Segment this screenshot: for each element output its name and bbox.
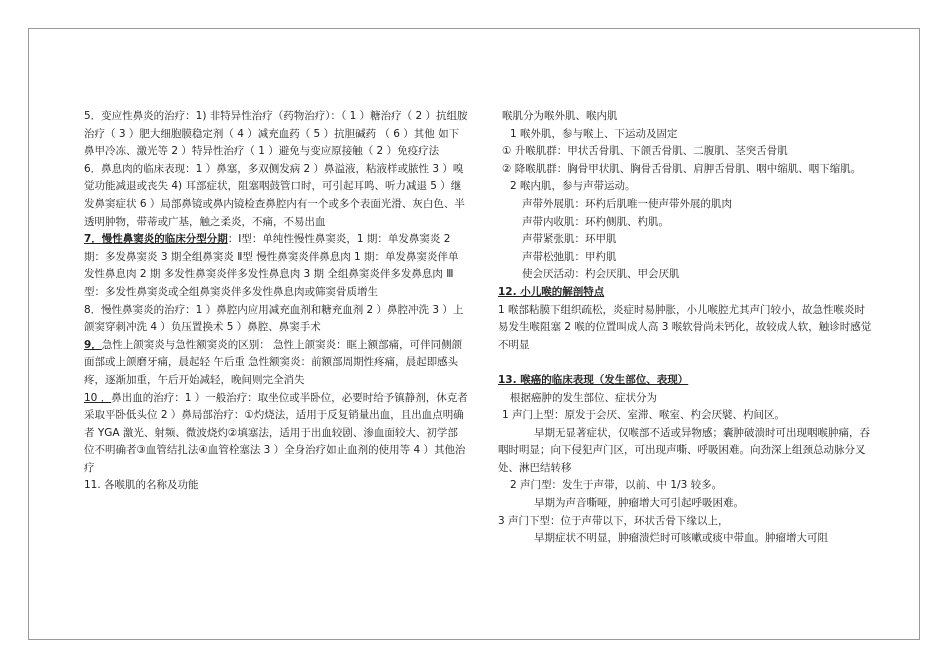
larynx-muscle-intro: 喉肌分为喉外肌、喉内肌 [502,110,618,122]
section-10 [84,390,468,478]
external-muscle-line: 1 喉外肌，参与喉上、下运动及固定 [510,127,678,140]
section-gap [498,354,874,372]
cancer-classification-intro: 根据癌肿的发生部位、症状分为 [510,391,657,404]
section-5: 5．变应性鼻炎的治疗：1) 非特异性治疗（药物治疗）：（ 1 ）糖治疗（ 2 ）抗组胺治疗（ 3 ）肥大细胞膜稳定剂（ 4 ）减充血药（ 5 ）抗胆碱药 （ 6 ）其他 如下鼻甲冷冻、激光等 2 ）特异性治疗（ 1 ）避免与变应原接触（ 2 ）免疫疗法 [84,110,468,158]
supraglottic-symptoms: 早期无显著症状，仅喉部不适或异物感；囊肿破溃时可出现咽喉肿痛，吞咽时明显；向下侵犯声门区，可出现声嘶、呼吸困难。向劲深上组颈总动脉分叉处、淋巴结转移 [498,426,870,474]
subglottic-type-line: 3 声门下型：位于声带以下，环状舌骨下缘以上， [498,514,729,527]
abductor-line: 声带外展肌：环杓后肌唯一使声带外展的肌肉 [522,197,732,210]
section-13-heading: 13. 喉癌的临床表现（发生部位、表现） [498,373,689,386]
section-9-title: 9． [84,338,102,351]
section-7-title: 7．慢性鼻窦炎的临床分型分期 [84,233,228,246]
section-11: 11. 各喉肌的名称及功能 [84,479,199,492]
epiglottis-muscle-line: 使会厌活动：杓会厌肌、甲会厌肌 [522,268,680,281]
tensor-line: 声带紧张肌：环甲肌 [522,233,617,246]
section-10-body: 鼻出血的治疗：1 ）一般治疗：取坐位或半卧位，必要时给予镇静剂，休克者采取平卧低头位 2 ）鼻局部治疗：①灼烧法，适用于反复销量出血，且出血点明确者 YGA 激光、射频、微波烧灼②填塞法，适用于出血较剧、渗血面较大、初学部位不明确者③血管结扎法④血管栓塞法 3 ）全身治疗如止血剂的使用等 4 ）其他治疗 [84,391,468,474]
section-12-body: 1 喉部粘膜下组织疏松，炎症时易肿胀，小儿喉腔尤其声门较小，故急性喉炎时易发生喉阻塞 2 喉的位置叫成人高 3 喉软骨尚未钙化，故较成人软，触诊时感觉不明显 [498,303,872,351]
supraglottic-type-line: 1 声门上型：原发于会厌、室滞、喉室、杓会厌襞、杓间区。 [502,409,786,422]
section-8: 8．慢性鼻窦炎的治疗：1 ）鼻腔内应用减充血剂和糖充血剂 2 ）鼻腔冲洗 3 ）上颌窦穿刺冲洗 4 ）负压置换术 5 ）鼻腔、鼻窦手术 [84,303,464,334]
section-7 [84,231,468,301]
elevator-muscle-line: ① 升喉肌群：甲状舌骨肌、下颌舌骨肌、二腹肌、茎突舌骨肌 [502,145,788,158]
section-12-heading: 12. 小儿喉的解剖特点 [498,285,605,298]
adductor-line: 声带内收肌：环杓侧肌、杓肌。 [522,215,669,228]
glottic-symptoms: 早期为声音嘶哑，肿瘤增大可引起呼吸困难。 [534,497,744,510]
depressor-muscle-line: ② 降喉肌群：胸骨甲状肌、胸骨舌骨肌、肩胛舌骨肌、咽中缩肌、咽下缩肌。 [502,162,862,175]
left-column [84,108,468,495]
right-column [498,108,874,548]
glottic-type-line: 2 声门型：发生于声带，以前、中 1/3 较多。 [510,479,723,492]
section-6: 6．鼻息肉的临床表现：1 ）鼻塞，多双侧发病 2 ）鼻溢液，粘液样或脓性 3 ）嗅觉功能减退或丧失 4) 耳部症状，阻塞咽鼓管口时，可引起耳鸣、听力减退 5 ）继发鼻窦症状 6 ）局部鼻镜或鼻内镜检查鼻腔内有一个或多个表面光滑、灰白色、半透明肿物，带蒂或广基，触之柔炎，不痛，不易出血 [84,162,465,228]
internal-muscle-line: 2 喉内肌，参与声带运动。 [510,180,636,193]
section-10-title: 10 ． [84,391,112,404]
subglottic-symptoms: 早期症状不明显，肿瘤溃烂时可咳嗽或痰中带血。肿瘤增大可阻 [534,532,828,545]
section-9-body: 急性上颌窦炎与急性额窦炎的区别： 急性上颌窦炎：眶上额部痛，可伴同侧颌面部或上颌磨牙痛，晨起轻 午后重 急性额窦炎：前额部周期性疼痛，晨起即感头疼，逐渐加重，午后开始减轻，晚间则完全消失 [84,338,463,386]
section-9 [84,337,468,390]
relaxer-line: 声带松弛肌：甲杓肌 [522,250,617,263]
section-7-body: ：Ⅰ型：单纯性慢性鼻窦炎，1 期：单发鼻窦炎 2 期：多发鼻窦炎 3 期全组鼻窦炎 Ⅱ型 慢性鼻窦炎伴鼻息肉 1 期：单发鼻窦炎伴单发性鼻息肉 2 期 多发性鼻窦炎伴多发性鼻息肉 3 期 全组鼻窦炎伴多发鼻息肉 Ⅲ型：多发性鼻窦炎或全组鼻窦炎伴多发性鼻息肉或筛窦骨质增生 [84,233,459,298]
